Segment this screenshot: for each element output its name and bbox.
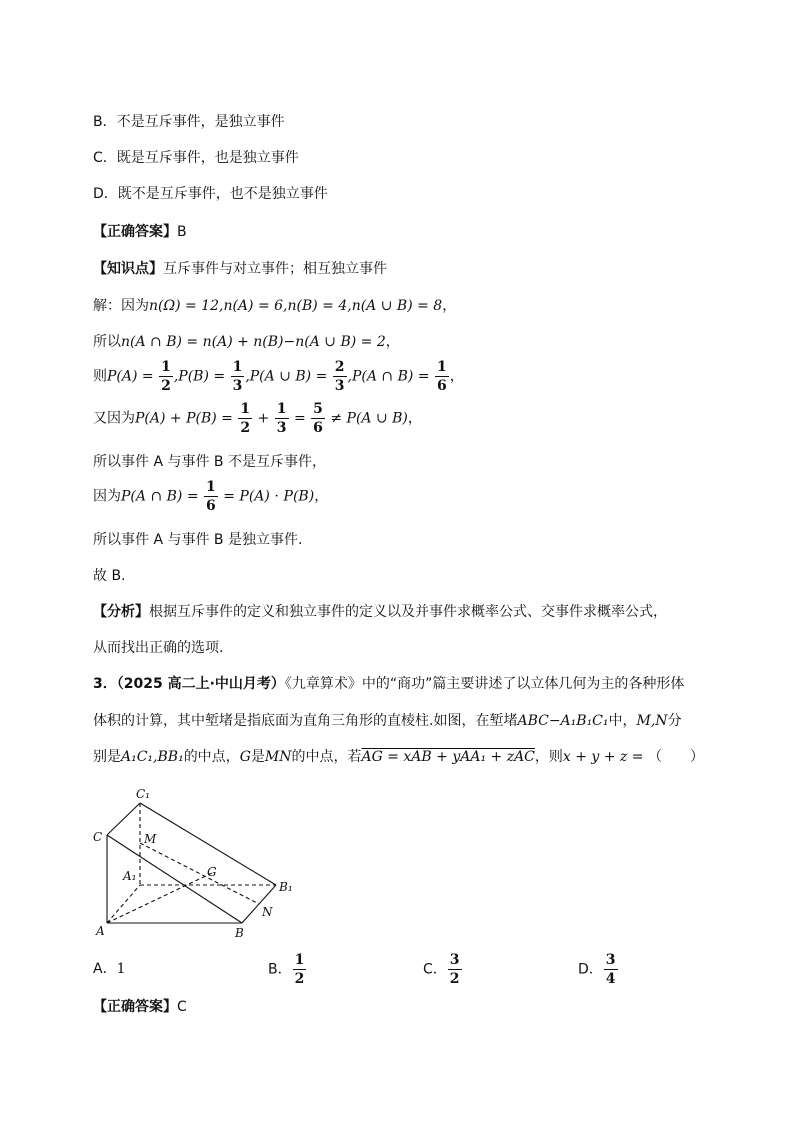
analysis-line-2: 从而找出正确的选项. — [93, 640, 224, 656]
math: MN — [264, 749, 292, 765]
text: 《九章算术》中的“商功”篇主要讲述了以立体几何为主的各种形体 — [284, 676, 685, 692]
fraction: $\frac{1}{2}$ — [294, 952, 305, 987]
option-d: D．既不是互斥事件，也不是独立事件 — [93, 186, 328, 202]
fraction: $\frac{1}{6}$ — [206, 479, 216, 514]
text: 的中点，若 — [291, 749, 362, 765]
solution-line-4 — [93, 402, 422, 435]
knowledge-text: 互斥事件与对立事件；相互独立事件 — [163, 261, 387, 277]
choice-label: C． — [423, 961, 447, 978]
text: ， — [449, 368, 464, 385]
text: 解：因为 — [93, 298, 149, 314]
knowledge-label: 【知识点】 — [93, 261, 163, 277]
math: G — [239, 749, 251, 765]
text: （ ） — [647, 749, 704, 765]
fraction: $\frac{1}{2}$ — [240, 401, 251, 436]
math: + — [253, 410, 274, 427]
option-b: B．不是互斥事件，是独立事件 — [93, 114, 285, 130]
math: ,P(B) = — [173, 368, 230, 385]
knowledge-point — [93, 258, 387, 278]
problem-source: （2025 高二上·中山月考） — [116, 676, 285, 692]
answer-label: 【正确答案】 — [93, 224, 177, 240]
solution-line-7: 所以事件 A 与事件 B 是独立事件. — [93, 532, 303, 548]
math: x + y + z = — [562, 749, 648, 765]
label-c1: C₁ — [136, 787, 150, 801]
math: = P(A) ⋅ P(B) — [218, 488, 315, 505]
answer-value: B — [177, 224, 187, 240]
math: P(A ∩ B) = — [121, 488, 204, 505]
prism-figure — [90, 785, 305, 940]
choice-label: D． — [578, 961, 603, 978]
solution-line-6 — [93, 480, 328, 513]
label-b1: B₁ — [279, 880, 293, 894]
math: M,N — [636, 713, 668, 729]
math: ,P(A ∩ B) = — [347, 368, 434, 385]
label-g: G — [207, 865, 217, 879]
math: n(Ω) = 12,n(A) = 6,n(B) = 4,n(A ∪ B) = 8 — [149, 298, 443, 314]
solution-line-1 — [93, 295, 456, 315]
solution-line-5: 所以事件 A 与事件 B 不是互斥事件， — [93, 454, 326, 470]
text: ， — [314, 488, 329, 505]
math: ABC−A₁B₁C₁ — [517, 713, 609, 729]
fraction: $\frac{1}{2}$ — [161, 359, 171, 394]
solution-line-3 — [93, 360, 464, 393]
text: ，则 — [534, 749, 563, 765]
analysis-text: 根据互斥事件的定义和独立事件的定义以及并事件求概率公式、交事件求概率公式， — [149, 604, 667, 620]
label-n: N — [262, 905, 273, 919]
text: 的中点， — [183, 749, 240, 765]
label-a1: A₁ — [123, 869, 137, 883]
label-m: M — [144, 832, 157, 846]
choice-d — [578, 953, 619, 986]
correct-answer-3 — [93, 996, 187, 1016]
label-b: B — [235, 926, 244, 940]
problem-number: 3． — [93, 676, 117, 692]
choice-label: A． — [93, 961, 117, 977]
text: 则 — [93, 368, 107, 385]
vector-math: AG = xAB + yAA₁ + zAC — [361, 749, 535, 765]
text: ， — [407, 410, 422, 427]
fraction: $\frac{3}{4}$ — [605, 952, 616, 987]
fraction: $\frac{1}{6}$ — [437, 359, 447, 394]
problem-3-line-2 — [93, 710, 682, 730]
choice-value: 1 — [116, 961, 126, 977]
solution-line-8: 故 B. — [93, 568, 126, 584]
choice-label: B． — [268, 961, 292, 978]
solution-line-2 — [93, 331, 400, 351]
answer-label: 【正确答案】 — [93, 999, 177, 1015]
choice-a — [93, 958, 126, 978]
choice-b — [268, 953, 307, 986]
fraction: $\frac{5}{6}$ — [313, 401, 323, 436]
problem-3-line-1 — [93, 673, 684, 693]
math: P(A) + P(B) = — [135, 410, 238, 427]
math: n(A ∩ B) = n(A) + n(B)−n(A ∪ B) = 2 — [121, 334, 386, 350]
problem-3-line-3 — [93, 746, 704, 766]
text: 因为 — [93, 488, 121, 505]
math: ≠ P(A ∪ B) — [325, 410, 408, 427]
analysis-label: 【分析】 — [93, 604, 149, 620]
math: P(A) = — [107, 368, 159, 385]
fraction: $\frac{1}{3}$ — [276, 401, 287, 436]
text: ， — [385, 334, 400, 350]
label-c: C — [93, 830, 103, 844]
correct-answer-prev — [93, 221, 187, 241]
text: 是 — [250, 749, 265, 765]
label-a: A — [96, 924, 105, 938]
math: ,P(A ∪ B) = — [245, 368, 332, 385]
fraction: $\frac{3}{2}$ — [449, 952, 460, 987]
answer-value: C — [177, 999, 187, 1015]
fraction: $\frac{1}{3}$ — [232, 359, 243, 394]
math: A₁C₁,BB₁ — [121, 749, 184, 765]
choice-c — [423, 953, 463, 986]
analysis — [93, 601, 667, 621]
text: 分 — [667, 713, 682, 729]
text: ， — [442, 298, 457, 314]
text: 又因为 — [93, 410, 135, 427]
fraction: $\frac{2}{3}$ — [334, 359, 345, 394]
text: 所以 — [93, 334, 121, 350]
math: = — [289, 410, 311, 427]
text: 体积的计算，其中堑堵是指底面为直角三角形的直棱柱.如图，在堑堵 — [93, 713, 518, 729]
option-c: C．既是互斥事件，也是独立事件 — [93, 150, 299, 166]
text: 中， — [608, 713, 637, 729]
text: 别是 — [93, 749, 121, 765]
